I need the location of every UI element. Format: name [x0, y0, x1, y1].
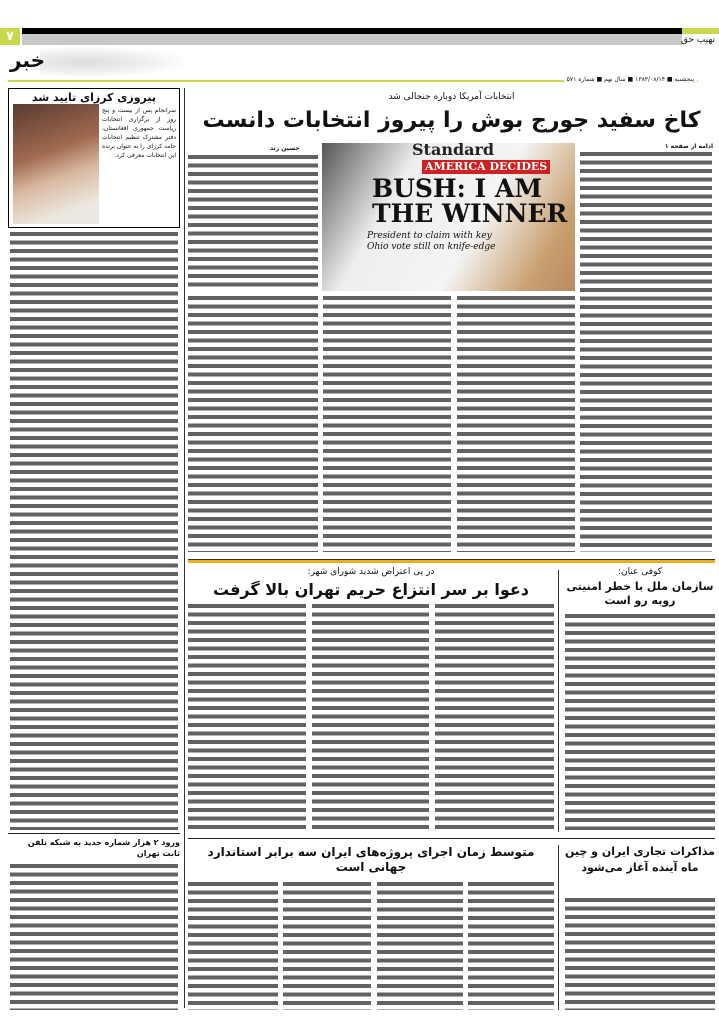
- sidebar-column-rule: [184, 88, 185, 1008]
- section-title: خبر: [10, 48, 46, 72]
- lead-column-3: [323, 296, 451, 552]
- bush-newspaper-photo: [322, 143, 575, 291]
- article-tehran-kicker: در پی اعتراض شدید شورای شهر:: [307, 567, 435, 577]
- page-number: ۷: [0, 28, 20, 45]
- article-china-body: [565, 898, 715, 1010]
- article-projects-col-4: [188, 882, 278, 1010]
- lead-column-4: [188, 296, 318, 552]
- lead-kicker: انتخابات آمریکا دوباره جنجالی شد: [388, 92, 515, 102]
- lead-column-left: [188, 155, 318, 290]
- article-tehran-col-1: [435, 604, 554, 830]
- newspaper-logo: نهیب حق: [680, 35, 715, 45]
- world-map-decoration: [40, 46, 190, 78]
- photo-headline: BUSH: I AM THE WINNER: [372, 174, 568, 228]
- article-un-kicker: کوفی عنان:: [617, 567, 663, 577]
- logo-strip: [682, 28, 719, 34]
- bottom-divider: [558, 845, 559, 1010]
- article-un-headline: سازمان ملل با خطر امنیتی روبه رو است: [566, 580, 714, 607]
- article-china-headline: مذاکرات تجاری ایران و چین ماه آینده آغاز می‌شود: [565, 845, 715, 874]
- article-projects-headline: متوسط زمان اجرای پروژه‌های ایران سه برابر استاندارد جهانی است: [207, 845, 535, 874]
- lead-headline: کاخ سفید جورج بوش را پیروز انتخابات دانست: [202, 108, 701, 133]
- lead-column-right: [580, 152, 712, 552]
- lead-byline: حسین زند: [270, 145, 300, 152]
- photo-subhead: President to claim with key Ohio vote still on knife-edge: [367, 231, 496, 252]
- article-tehran-headline: دعوا بر سر انتزاع حریم تهران بالا گرفت: [213, 580, 529, 599]
- sidebar-second-body: [10, 864, 178, 1010]
- bottom-rule: [188, 838, 715, 839]
- dateline: پنجشنبه ■ ۱۳۸۳/۰۸/۱۴ ■ سال نهم ■ شماره ۵۷۱: [564, 76, 697, 83]
- article-tehran-col-2: [312, 604, 429, 830]
- photo-banner: AMERICA DECIDES: [422, 160, 550, 174]
- sidebar-title: پیروزی کرزای تایید شد: [31, 91, 157, 104]
- article-projects-col-1: [468, 882, 554, 1010]
- article-projects-col-2: [377, 882, 463, 1010]
- article-un-body: [565, 614, 715, 830]
- sidebar-second-title: ورود ۲ هزار شماره جدید به شبکه تلفن ثابت تهران: [27, 838, 180, 858]
- article-tehran-col-3: [188, 604, 306, 830]
- lead-intro-label: ادامه از صفحه ۱: [664, 143, 713, 150]
- lead-column-2: [457, 296, 575, 552]
- top-gray-bar: [22, 34, 682, 45]
- photo-masthead: Standard: [412, 143, 495, 159]
- yellow-rule: [188, 559, 715, 563]
- karzai-photo: [13, 104, 99, 224]
- sidebar-body: [10, 232, 178, 830]
- middle-divider: [558, 570, 559, 832]
- article-projects-col-3: [283, 882, 371, 1010]
- sidebar-lead: سرانجام پس از بیست و پنج روز از برگزاری انتخابات ریاست جمهوری افغانستان، دفتر مشترک تنظیم انتخابات حامد کرزای را به عنوان برنده این انتخابات معرفی کرد.: [102, 107, 176, 159]
- sidebar-divider: [8, 833, 180, 834]
